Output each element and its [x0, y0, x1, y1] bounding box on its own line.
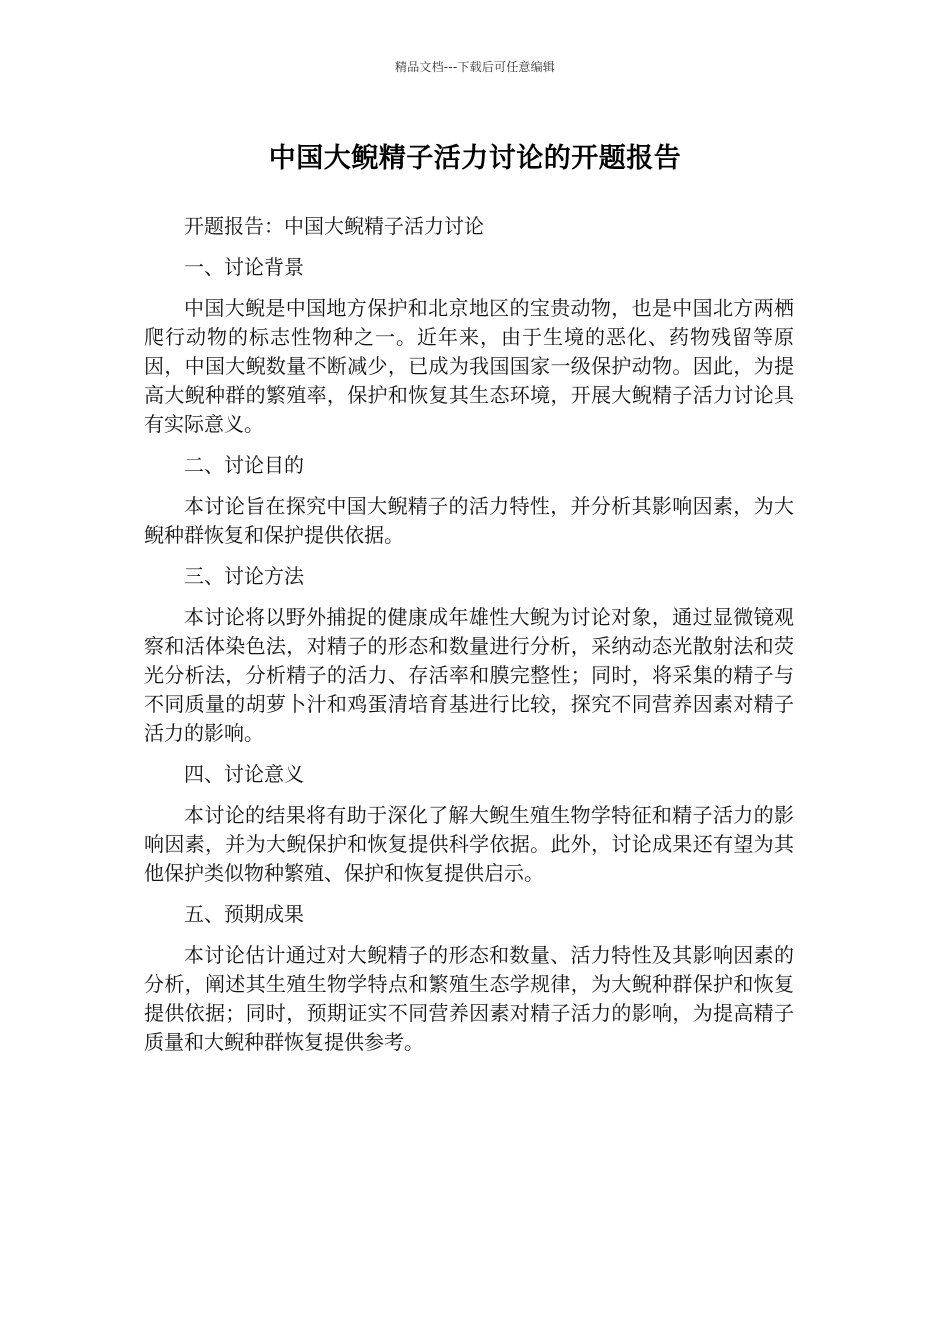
section-heading: 二、讨论目的 — [184, 453, 304, 477]
section-paragraph: 本讨论估计通过对大鲵精子的形态和数量、活力特性及其影响因素的分析，阐述其生殖生物学特点和繁殖生态学规律，为大鲵种群保护和恢复提供依据；同时，预期证实不同营养因素对精子活力的影响，为提高精子质量和大鲵种群恢复提供参考。 — [144, 943, 794, 1054]
section-heading: 一、讨论背景 — [184, 255, 304, 279]
intro-line: 开题报告：中国大鲵精子活力讨论 — [184, 214, 484, 238]
section-heading: 四、讨论意义 — [184, 762, 304, 786]
section-heading: 三、讨论方法 — [184, 564, 304, 588]
document-title: 中国大鲵精子活力讨论的开题报告 — [268, 143, 682, 174]
section-paragraph: 本讨论将以野外捕捉的健康成年雄性大鲵为讨论对象，通过显微镜观察和活体染色法，对精子的形态和数量进行分析，采纳动态光散射法和荧光分析法，分析精子的活力、存活率和膜完整性；同时，将采集的精子与不同质量的胡萝卜汁和鸡蛋清培育基进行比较，探究不同营养因素对精子活力的影响。 — [144, 605, 794, 745]
header-note: 精品文档---下载后可任意编辑 — [395, 60, 555, 74]
section-paragraph: 本讨论旨在探究中国大鲵精子的活力特性，并分析其影响因素，为大鲵种群恢复和保护提供依据。 — [144, 494, 794, 547]
section-heading: 五、预期成果 — [184, 902, 304, 926]
section-paragraph: 本讨论的结果将有助于深化了解大鲵生殖生物学特征和精子活力的影响因素，并为大鲵保护和恢复提供科学依据。此外，讨论成果还有望为其他保护类似物种繁殖、保护和恢复提供启示。 — [144, 803, 794, 885]
document-body — [144, 212, 794, 1069]
section-paragraph: 中国大鲵是中国地方保护和北京地区的宝贵动物，也是中国北方两栖爬行动物的标志性物种之一。近年来，由于生境的恶化、药物残留等原因，中国大鲵数量不断减少，已成为我国国家一级保护动物。因此，为提高大鲵种群的繁殖率，保护和恢复其生态环境，开展大鲵精子活力讨论具有实际意义。 — [144, 296, 794, 436]
